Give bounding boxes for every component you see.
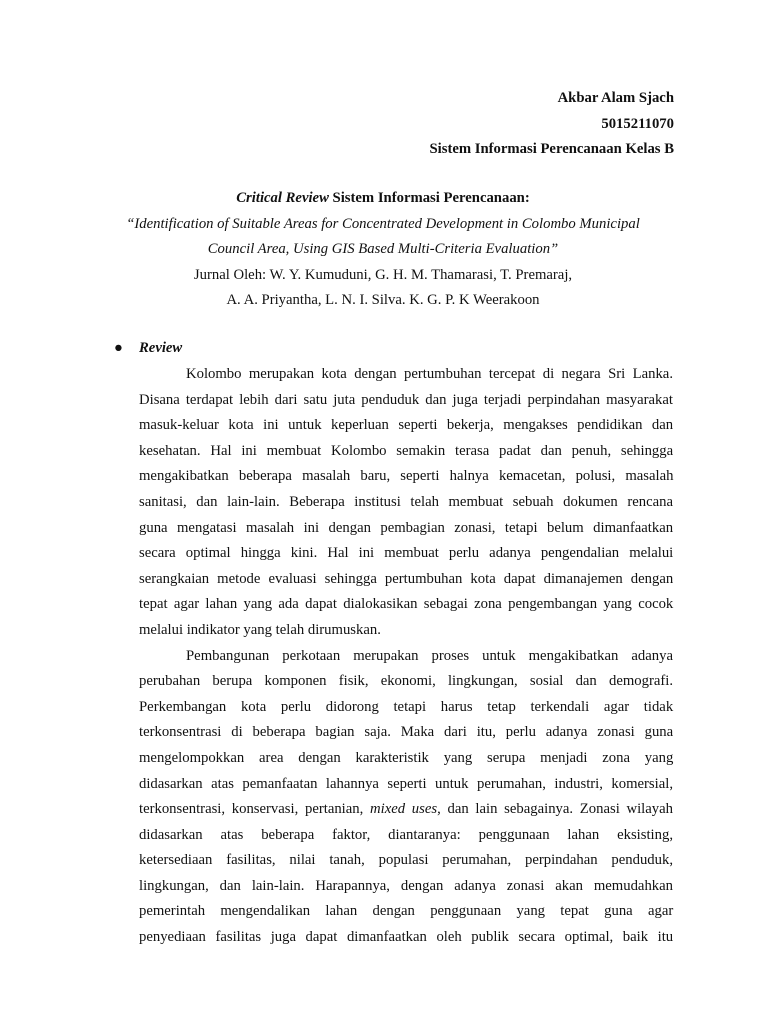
paragraph-line: melalui indikator yang telah dirumuskan. [139, 621, 381, 638]
review-title-rest: Sistem Informasi Perencanaan: [328, 190, 530, 206]
paragraph-line: Kolombo merupakan kota dengan pertumbuhan tercepat di negara Sri Lanka. [186, 366, 673, 382]
paper-title-line-1: “Identification of Suitable Areas for Concentrated Development in Colombo Municipal [126, 215, 640, 232]
section-heading-label: Review [139, 340, 183, 356]
line-text-post: , dan lain sebagainya. Zonasi wilayah [437, 801, 673, 818]
paragraph-line: terkonsentrasi di beberapa bagian saja. Maka dari itu, perlu adanya zonasi guna [139, 724, 674, 741]
paragraph-2 [139, 644, 673, 951]
author-name: Akbar Alam Sjach [557, 90, 674, 106]
paragraph-line: masuk-keluar kota ini untuk keperluan seperti bekerja, mengakses pendidikan dan [139, 417, 674, 434]
line-text-pre: terkonsentrasi, konservasi, pertanian, [139, 801, 371, 818]
review-title [100, 186, 666, 212]
paragraph-line: sanitasi, dan lain-lain. Beberapa institusi telah membuat sebuah dokumen rencana [139, 493, 673, 510]
paragraph-line: tepat agar lahan yang ada dapat dialokasikan sebagai zona pengembangan yang cocok [139, 596, 674, 613]
paragraph-line: didasarkan atas beberapa faktor, diantaranya: penggunaan lahan eksisting, [139, 826, 673, 843]
paragraph-line: guna mengatasi masalah ini dengan pembagian zonasi, tetapi belum dimanfaatkan [139, 519, 674, 536]
paragraph-line: perubahan berupa komponen fisik, ekonomi, lingkungan, sosial dan demografi. [139, 673, 673, 690]
course-name: Sistem Informasi Perencanaan Kelas B [429, 141, 674, 157]
paragraph-line-mixed [139, 797, 673, 823]
journal-authors-line-1: Jurnal Oleh: W. Y. Kumuduni, G. H. M. Thamarasi, T. Premaraj, [193, 266, 573, 283]
bullet-icon: ● [114, 340, 123, 356]
paragraph-line: mengakibatkan beberapa masalah baru, seperti halnya kemacetan, polusi, masalah [139, 468, 674, 485]
author-block [429, 86, 674, 163]
paragraph-line: didasarkan atas pemanfaatan lahannya seperti untuk perumahan, industri, komersial, [139, 775, 673, 792]
paragraph-line: serangkaian metode evaluasi sehingga pertumbuhan kota dapat dimanajemen dengan [139, 570, 674, 587]
section-heading [114, 336, 182, 362]
paragraph-line: Pembangunan perkotaan merupakan proses untuk mengakibatkan adanya [186, 647, 673, 664]
student-id: 5015211070 [601, 115, 674, 132]
paragraph-line: kesehatan. Hal ini membuat Kolombo semakin terasa padat dan penuh, sehingga [139, 442, 674, 459]
journal-authors-line-2: A. A. Priyantha, L. N. I. Silva. K. G. P. K Weerakoon [226, 292, 540, 308]
title-block [100, 186, 666, 314]
paragraph-line: Perkembangan kota perlu didorong tetapi harus tetap terkendali agar tidak [139, 698, 674, 715]
paragraph-line: mengelompokkan area dengan karakteristik yang serupa menjadi zona yang [139, 749, 674, 766]
paragraph-line: penyediaan fasilitas juga dapat dimanfaatkan oleh publik secara optimal, baik itu [139, 929, 674, 946]
review-title-italic: Critical Review [236, 190, 329, 206]
body-text [139, 362, 673, 951]
paragraph-line: lingkungan, dan lain-lain. Harapannya, dengan adanya zonasi akan memudahkan [139, 877, 673, 894]
mixed-uses-term: mixed uses [370, 801, 438, 818]
paragraph-line: secara optimal hingga kini. Hal ini membuat perlu adanya pengendalian melalui [139, 545, 674, 562]
paragraph-line: ketersediaan fasilitas, nilai tanah, populasi perumahan, perpindahan penduduk, [139, 852, 673, 869]
paragraph-1 [139, 362, 673, 644]
paragraph-line: pemerintah mengendalikan lahan dengan penggunaan yang tepat guna agar [139, 903, 674, 920]
paper-title-line-2: Council Area, Using GIS Based Multi-Criteria Evaluation” [207, 241, 559, 257]
paragraph-line: Disana terdapat lebih dari satu juta penduduk dan juga terjadi perpindahan masyarakat [139, 391, 673, 408]
